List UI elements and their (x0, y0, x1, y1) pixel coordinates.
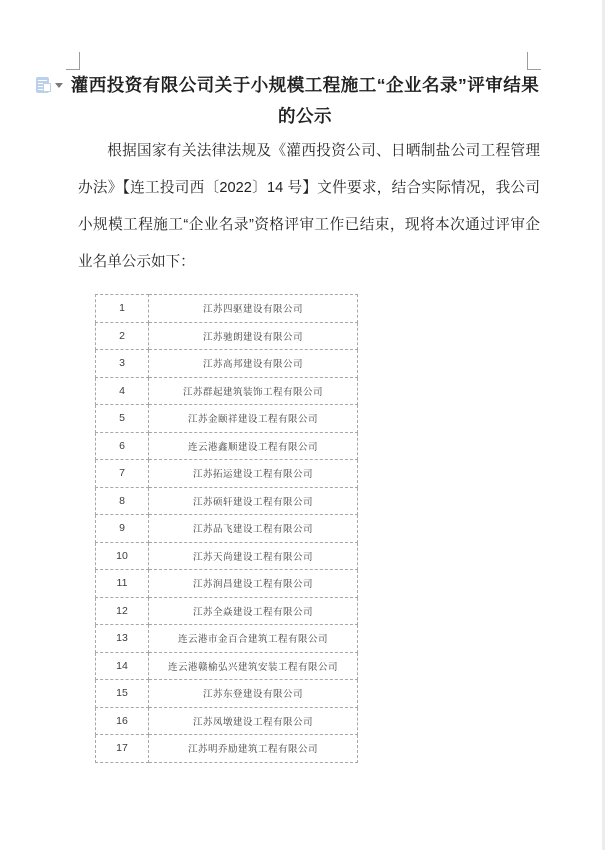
table-row (96, 487, 358, 515)
document-title: 灌西投资有限公司关于小规模工程施工“企业名录”评审结果的公示 (70, 75, 540, 126)
company-name-cell: 江苏明乔励建筑工程有限公司 (149, 735, 358, 763)
company-name-cell: 江苏群起建筑装饰工程有限公司 (149, 377, 358, 405)
company-name-cell: 江苏凤墩建设工程有限公司 (149, 707, 358, 735)
row-number-cell: 11 (96, 570, 149, 598)
text-boundary-mark-top-left (66, 52, 80, 70)
chevron-down-icon (55, 83, 63, 88)
row-number-cell: 16 (96, 707, 149, 735)
company-name-cell: 江苏润昌建设工程有限公司 (149, 570, 358, 598)
table-row (96, 405, 358, 433)
table-row (96, 350, 358, 378)
table-row (96, 625, 358, 653)
table-row (96, 460, 358, 488)
company-name-cell: 江苏高邦建设有限公司 (149, 350, 358, 378)
company-name-cell: 连云港赣榆弘兴建筑安装工程有限公司 (149, 652, 358, 680)
row-number-cell: 14 (96, 652, 149, 680)
table-row (96, 432, 358, 460)
table-row (96, 515, 358, 543)
company-name-cell: 江苏金颐祥建设工程有限公司 (149, 405, 358, 433)
company-name-cell: 江苏驰朗建设有限公司 (149, 322, 358, 350)
table-row (96, 735, 358, 763)
company-name-cell: 江苏硕轩建设工程有限公司 (149, 487, 358, 515)
row-number-cell: 5 (96, 405, 149, 433)
company-name-cell: 江苏品飞建设工程有限公司 (149, 515, 358, 543)
row-number-cell: 2 (96, 322, 149, 350)
company-name-cell: 连云港鑫顺建设工程有限公司 (149, 432, 358, 460)
table-row (96, 377, 358, 405)
row-number-cell: 8 (96, 487, 149, 515)
row-number-cell: 1 (96, 295, 149, 323)
company-name-cell: 江苏拓运建设工程有限公司 (149, 460, 358, 488)
document-options-icon (36, 77, 49, 93)
row-number-cell: 6 (96, 432, 149, 460)
row-number-cell: 12 (96, 597, 149, 625)
row-number-cell: 10 (96, 542, 149, 570)
table-row (96, 680, 358, 708)
row-number-cell: 9 (96, 515, 149, 543)
company-name-cell: 江苏天尚建设工程有限公司 (149, 542, 358, 570)
table-row (96, 322, 358, 350)
company-name-cell: 江苏全焱建设工程有限公司 (149, 597, 358, 625)
company-table (95, 294, 358, 763)
table-row (96, 597, 358, 625)
row-number-cell: 3 (96, 350, 149, 378)
row-number-cell: 13 (96, 625, 149, 653)
table-row (96, 707, 358, 735)
paste-options-button[interactable] (36, 77, 63, 93)
document-paragraph: 根据国家有关法律法规及《灌西投资公司、日晒制盐公司工程管理办法》【连工投司西〔2022〕14 号】文件要求，结合实际情况，我公司小规模工程施工“企业名录”资格评审工作已结束，现将本次通过评审企业名单公示如下： (78, 143, 540, 270)
table-row (96, 570, 358, 598)
row-number-cell: 15 (96, 680, 149, 708)
table-row (96, 652, 358, 680)
row-number-cell: 4 (96, 377, 149, 405)
company-table-body (96, 295, 358, 763)
row-number-cell: 7 (96, 460, 149, 488)
company-name-cell: 江苏东登建设有限公司 (149, 680, 358, 708)
company-name-cell: 江苏四驱建设有限公司 (149, 295, 358, 323)
row-number-cell: 17 (96, 735, 149, 763)
text-boundary-mark-top-right (527, 52, 541, 70)
company-name-cell: 连云港市金百合建筑工程有限公司 (149, 625, 358, 653)
table-row (96, 542, 358, 570)
table-row (96, 295, 358, 323)
